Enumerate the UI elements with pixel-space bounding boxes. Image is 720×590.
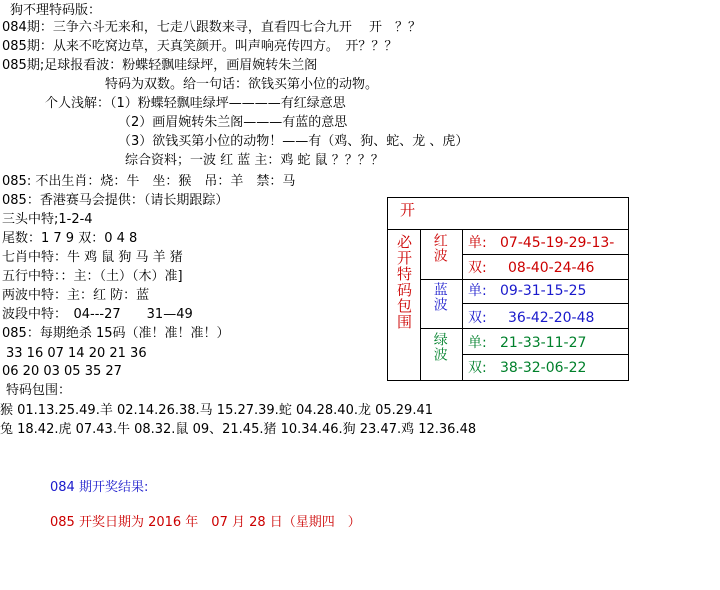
line-085-b: 085期;足球报看波：粉蝶轻飘哇绿坪，画眉婉转朱兰阁: [2, 58, 318, 73]
box-row-divider-red: [420, 279, 628, 280]
line-084: 084期：三争六斗无来和，七走八跟数来寻，直看四七合九开 开 ？？: [2, 20, 421, 35]
box-header-divider: [388, 229, 628, 230]
five-elem-line: 五行中特：：主：（土）（木）准]: [2, 269, 183, 284]
bag-line-2: 兔 18.42.虎 07.43.牛 08.32.鼠 09、21.45.猪 10.34.46.狗 23.47.鸡 12.36.48: [0, 422, 477, 437]
box-right-edge: [628, 229, 629, 381]
two-wave-line: 两波中特：主：红 防：蓝: [2, 288, 150, 303]
analysis-3: （3）欲钱买第小位的动物！——有（鸡、狗、蛇、龙 、虎）: [118, 134, 469, 149]
wave-green-label: 绿波: [431, 332, 448, 362]
wave-red-label: 红波: [431, 233, 448, 263]
blue-odd-numbers: 09-31-15-25: [500, 283, 587, 299]
hk-line: 085：香港赛马会提供：（请长期跟踪）: [2, 193, 229, 208]
box-row-divider-blue: [420, 328, 628, 329]
bag-line-1: 猴 01.13.25.49.羊 02.14.26.38.马 15.27.39.蛇 04.28.40.龙 05.29.41: [0, 403, 433, 418]
box-header: 开: [400, 201, 416, 219]
wave-blue-label: 蓝波: [431, 282, 448, 312]
band-line: 波段中特： 04---27 31—49: [2, 307, 193, 322]
box-subrow-divider-3: [462, 354, 628, 355]
box-col-divider-1: [420, 229, 421, 381]
green-even-numbers: 38-32-06-22: [500, 360, 587, 376]
result-084: 084 期开奖结果:: [50, 480, 149, 495]
analysis-1: 个人浅解：（1）粉蝶轻飘哇绿坪————有红绿意思: [45, 96, 346, 111]
box-subrow-divider-2: [462, 303, 628, 304]
box-subrow-divider-1: [462, 254, 628, 255]
page-title: 狗不理特码版：: [10, 3, 102, 18]
odd-even-line: 特码为双数。给一句话：欲钱买第小位的动物。: [105, 77, 379, 92]
blue-odd-tag: 单:: [468, 283, 487, 299]
red-even-tag: 双:: [468, 260, 487, 276]
analysis-2: （2）画眉婉转朱兰阁———有蓝的意思: [118, 115, 348, 130]
tail-line: 尾数：1 7 9 双：0 4 8: [2, 231, 138, 246]
san-tou-line: 三头中特;1-2-4: [2, 212, 93, 227]
red-odd-numbers: 07-45-19-29-13-: [500, 235, 615, 251]
special-code-box: [387, 197, 629, 381]
box-col-divider-2: [462, 229, 463, 381]
line-085-a: 085期：从来不吃窝边草，天真笑颜开。叫声响亮传四方。 开？？？: [2, 39, 398, 54]
date-085: 085 开奖日期为 2016 年 07 月 28 日（星期四 ）: [50, 515, 361, 530]
seven-xiao-line: 七肖中特：牛 鸡 鼠 狗 马 羊 猪: [2, 250, 183, 265]
red-odd-tag: 单:: [468, 235, 487, 251]
numbers-line-1: 33 16 07 14 20 21 36: [6, 346, 147, 361]
green-even-tag: 双:: [468, 360, 487, 376]
red-even-numbers: 08-40-24-46: [508, 260, 595, 276]
analysis-4: 综合资料；一波 红 蓝 主：鸡 蛇 鼠 ？？？？: [125, 153, 384, 168]
fifteen-line: 085：每期绝杀 15码（准！准！准！）: [2, 326, 230, 341]
green-odd-numbers: 21-33-11-27: [500, 335, 587, 351]
blue-even-numbers: 36-42-20-48: [508, 310, 595, 326]
blue-even-tag: 双:: [468, 310, 487, 326]
numbers-line-2: 06 20 03 05 35 27: [2, 364, 122, 379]
zodiac-line: 085: 不出生肖：烧：牛 坐：猴 吊：羊 禁：马: [2, 174, 296, 189]
green-odd-tag: 单:: [468, 335, 487, 351]
bag-title: 特码包围：: [6, 383, 72, 398]
box-left-label: 必开特码包围: [395, 234, 413, 330]
